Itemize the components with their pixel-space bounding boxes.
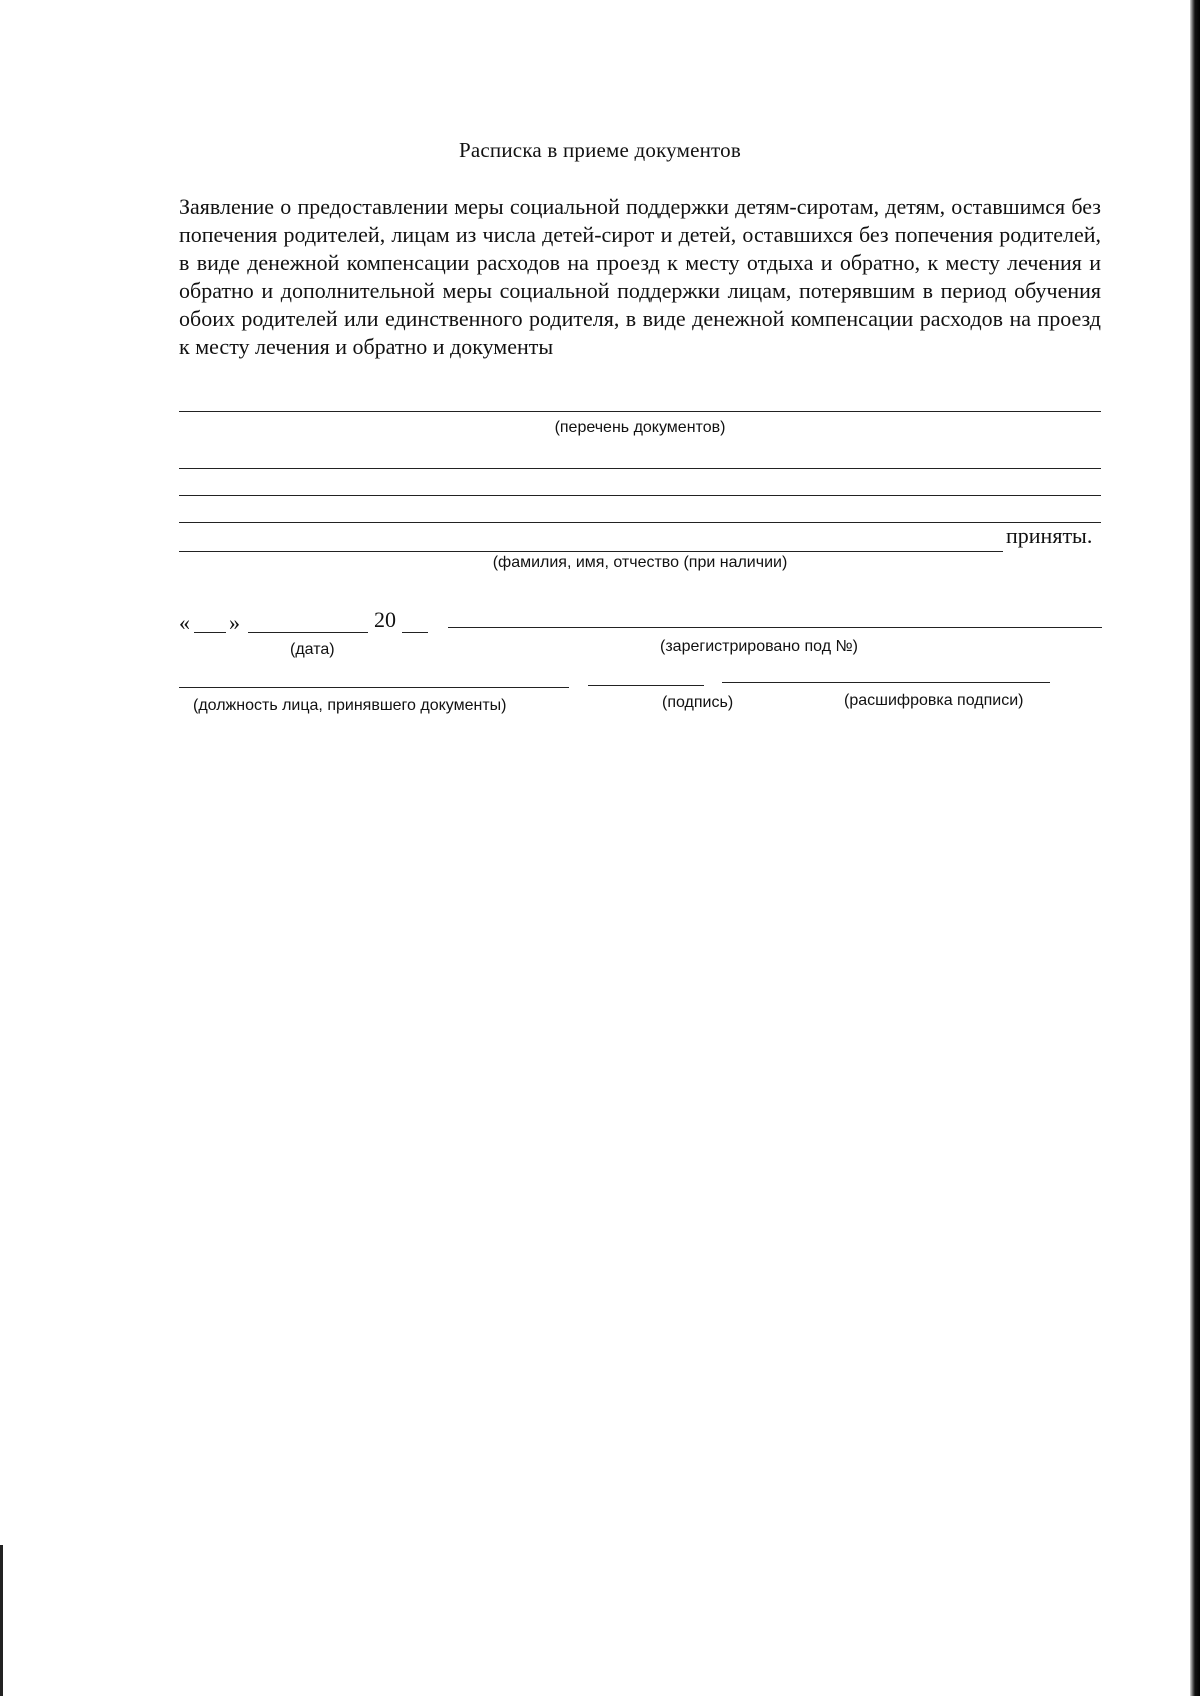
date-year-line[interactable] <box>402 632 428 633</box>
documents-list-caption: (перечень документов) <box>554 419 726 436</box>
date-year-prefix: 20 <box>374 607 396 632</box>
signature-decode-line[interactable] <box>722 682 1050 683</box>
documents-list-line-4[interactable] <box>179 522 1101 523</box>
application-text: Заявление о предоставлении меры социальной поддержки детям-сиротам, детям, оставшимся без попечения родителей, лицам из числа детей-сирот и детей, оставшихся без попечения родителей, в виде денежной компенсации расходов на проезд к месту отдыха и обратно, к месту лечения и обратно и дополнительной меры социальной поддержки лицам, потерявшим в период обучения обоих родителей или единственного родителя, в виде денежной компенсации расходов на проезд к месту лечения и обратно и документы <box>179 194 1101 359</box>
date-open-quote: « <box>179 610 190 635</box>
fio-caption: (фамилия, имя, отчество (при наличии) <box>492 554 788 571</box>
date-close-quote: » <box>229 610 240 635</box>
documents-list-line-1[interactable] <box>179 411 1101 412</box>
documents-list-line-2[interactable] <box>179 468 1101 469</box>
signature-line[interactable] <box>588 685 704 686</box>
position-line[interactable] <box>179 687 569 688</box>
date-caption: (дата) <box>290 641 335 658</box>
date-month-line[interactable] <box>248 632 368 633</box>
documents-list-line-3[interactable] <box>179 495 1101 496</box>
date-day-line[interactable] <box>194 632 226 633</box>
registered-caption: (зарегистрировано под №) <box>660 638 858 655</box>
document-title: Расписка в приеме документов <box>459 138 741 162</box>
signature-decode-caption: (расшифровка подписи) <box>844 692 1024 709</box>
accepted-word: приняты. <box>1006 523 1093 548</box>
scan-edge-left <box>0 1545 3 1696</box>
signature-caption: (подпись) <box>662 694 734 711</box>
fio-line[interactable] <box>179 551 1003 552</box>
position-caption: (должность лица, принявшего документы) <box>193 697 507 714</box>
registration-number-line[interactable] <box>448 627 1102 628</box>
scan-edge-right <box>1190 0 1200 1696</box>
